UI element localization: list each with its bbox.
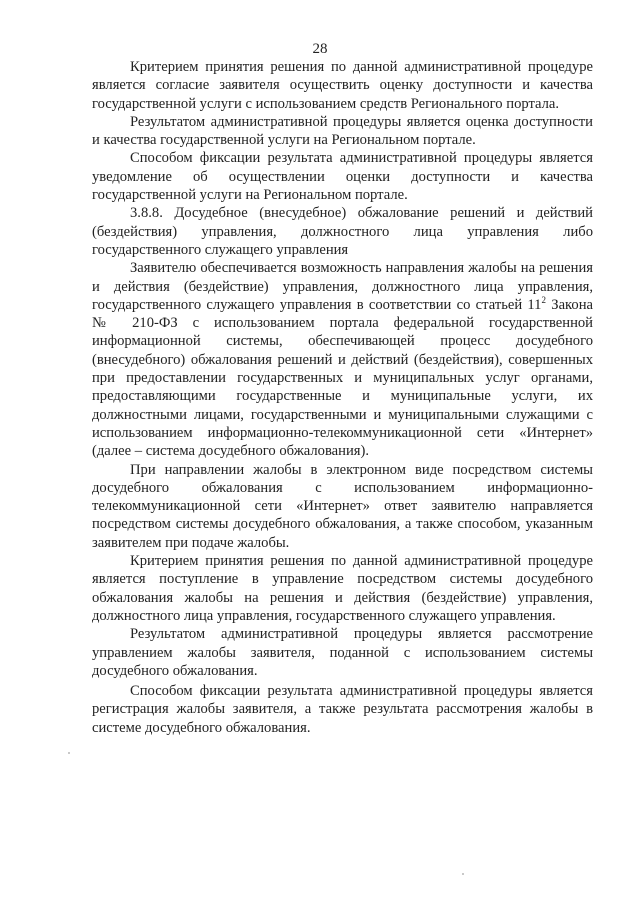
paragraph-complaint-result: Результатом административной процедуры является рассмотрение управлением жалобы заявителя, поданной с использованием системы досудебного обжалования.	[92, 626, 593, 679]
paragraph-complaint-possibility	[92, 259, 593, 460]
section-heading-3-8-8: 3.8.8. Досудебное (внесудебное) обжалование решений и действий (бездействия) управления, должностного лица управления либо государственного служащего управления	[92, 205, 593, 258]
paragraph-assessment-result: Результатом административной процедуры является оценка доступности и качества государственной услуги на Региональном портале.	[92, 113, 593, 149]
paragraph-electronic-complaint: При направлении жалобы в электронном виде посредством системы досудебного обжалования с использованием информационно-телекоммуникационной сети «Интернет» ответ заявителю направляется посредством системы досудебного обжалования, а также способом, указанным заявителем при подаче жалобы.	[92, 461, 593, 551]
paragraph-complaint-criterion: Критерием принятия решения по данной административной процедуре является поступление в управление посредством системы досудебного обжалования жалобы на решения и действия (бездействие) управления, должностного лица управления, государственного служащего управления.	[92, 553, 593, 624]
complaint-text-after: Закона № 210-ФЗ с использованием портала федеральной государственной информационной системы, обеспечивающей процесс досудебного (внесудебного) обжалования решений и действий (бездействия), совершенных при предоставлении государственных и муниципальных услуг органами, предоставляющими государственные и муниципальные услуги, их должностными лицами, государственными и муниципальными служащими с использованием информационно-телекоммуникационной сети «Интернет» (далее – система досудебного обжалования).	[92, 296, 593, 460]
paragraph-assessment-recording: Способом фиксации результата административной процедуры является уведомление об осуществлении оценки доступности и качества государственной услуги на Региональном портале.	[92, 150, 593, 204]
complaint-text-before: Заявителю обеспечивается возможность направления жалобы на решения и действия (бездействие) управления, должностного лица управления, государственного служащего управления в соответствии со статьей 11	[92, 260, 593, 313]
scan-speck	[68, 752, 70, 754]
document-body	[92, 58, 593, 737]
page-number: 28	[312, 41, 328, 57]
paragraph-complaint-recording: Способом фиксации результата административной процедуры является регистрация жалобы заявителя, а также результата рассмотрения жалобы в системе досудебного обжалования.	[92, 683, 593, 736]
article-superscript: 2	[541, 295, 546, 305]
paragraph-assessment-criterion: Критерием принятия решения по данной административной процедуре является согласие заявителя осуществить оценку доступности и качества государственной услуги с использованием средств Регионального портала.	[92, 59, 593, 112]
scan-speck	[462, 873, 464, 875]
